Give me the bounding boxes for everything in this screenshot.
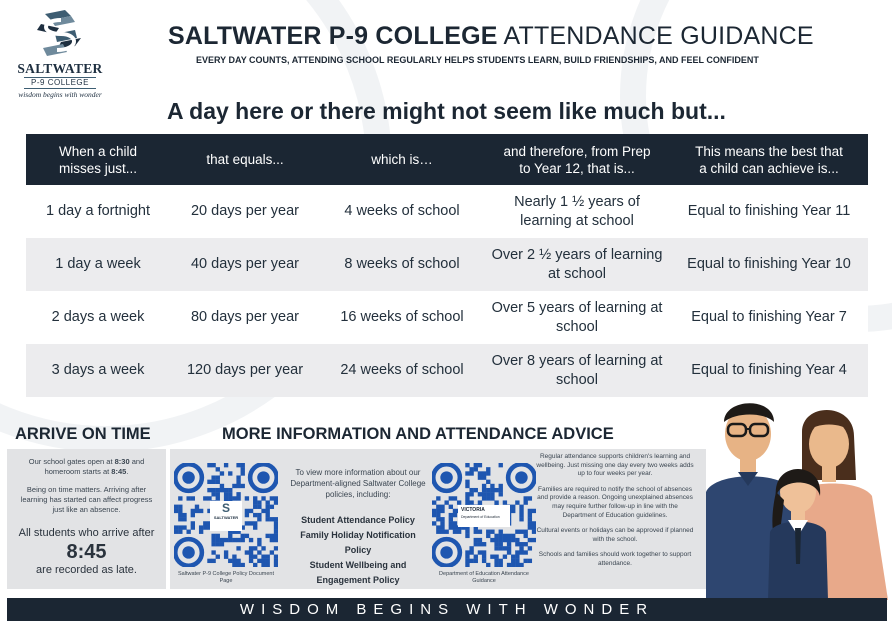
info-panel [170, 449, 706, 589]
qr-finder-dot [515, 471, 527, 483]
policy-info [287, 467, 429, 588]
logo-tagline: wisdom begins with wonder [18, 90, 102, 99]
table-cell: Over 8 years of learning at school [484, 344, 670, 397]
table-header-row [26, 134, 868, 185]
table-cell: 24 weeks of school [320, 344, 484, 397]
qr-logo-badge [210, 501, 242, 531]
policy-item: Engagement Policy [316, 575, 400, 585]
wave-s-logo-icon [31, 8, 89, 60]
school-logo [10, 8, 110, 99]
qr-finder-dot [182, 546, 194, 558]
qr-finder-dot [257, 471, 269, 483]
headline: A day here or there might not seem like much but... [167, 98, 726, 124]
table-cell: 4 weeks of school [320, 185, 484, 238]
column-header: and therefore, from Prep to Year 12, that is... [484, 134, 670, 185]
table-cell: 20 days per year [170, 185, 320, 238]
department-logo-text: Department of Education [461, 515, 500, 519]
page-title-rest: ATTENDANCE GUIDANCE [503, 22, 814, 50]
qr-finder-dot [440, 546, 452, 558]
advice-paragraph: Families are required to notify the school of absences and provide a reason. Ongoing unexplained absences may require further follow-up in line with the Department of Education guidelines. [537, 485, 693, 519]
table-cell: Nearly 1 ½ years of learning at school [484, 185, 670, 238]
on-time-text: Being on time matters. Arriving after learning has started can affect progress just like an absence. [20, 485, 153, 514]
advice-paragraph: Schools and families should work together to support attendance. [538, 551, 692, 567]
arrive-panel [7, 449, 166, 589]
victoria-logo-text: VICTORIA [461, 507, 485, 513]
table-cell: 8 weeks of school [320, 238, 484, 291]
table-cell: 80 days per year [170, 291, 320, 344]
column-header: which is… [320, 134, 484, 185]
qr-logo-text: SALTWATER [213, 515, 239, 520]
late-rule-text-end: are recorded as late. [36, 564, 137, 576]
table-cell: 3 days a week [26, 344, 170, 397]
arrive-title: ARRIVE ON TIME [15, 425, 151, 443]
footer-motto: WISDOM BEGINS WITH WONDER [7, 598, 887, 621]
page-title-bold: SALTWATER P-9 COLLEGE [168, 22, 498, 50]
table-cell: 120 days per year [170, 344, 320, 397]
page-title [168, 22, 814, 51]
table-cell: 16 weeks of school [320, 291, 484, 344]
family-illustration [706, 388, 888, 600]
qr-caption-department: Department of Education Attendance Guidance [439, 571, 529, 584]
table-row [26, 185, 868, 238]
late-rule-text: All students who arrive after [18, 527, 155, 539]
table-cell: 1 day a fortnight [26, 185, 170, 238]
table-cell: 2 days a week [26, 291, 170, 344]
logo-name: SALTWATER [17, 61, 103, 76]
table-cell: Equal to finishing Year 11 [670, 185, 868, 238]
gate-times-text: Our school gates open at 8:30 and homeroom starts at 8:45. [28, 457, 145, 476]
info-title: MORE INFORMATION AND ATTENDANCE ADVICE [222, 425, 614, 443]
page-subtitle: EVERY DAY COUNTS, ATTENDING SCHOOL REGULARLY HELPS STUDENTS LEARN, BUILD FRIENDSHIPS, AND FEEL CONFIDENT [196, 55, 759, 65]
table-cell: 40 days per year [170, 238, 320, 291]
attendance-advice [536, 453, 694, 576]
table-cell: Equal to finishing Year 4 [670, 344, 868, 397]
table-cell: Over 5 years of learning at school [484, 291, 670, 344]
column-header: that equals... [170, 134, 320, 185]
qr-logo-badge [458, 505, 510, 527]
late-time: 8:45 [66, 541, 107, 563]
table-cell: Over 2 ½ years of learning at school [484, 238, 670, 291]
policy-item: Student Attendance Policy [301, 515, 415, 525]
policy-item: Family Holiday Notification Policy [300, 530, 416, 555]
column-header: This means the best that a child can achieve is... [670, 134, 868, 185]
logo-subtitle: P-9 COLLEGE [24, 77, 96, 89]
advice-paragraph: Regular attendance supports children's learning and wellbeing. Just missing one day every two weeks adds up to four weeks per year. [536, 453, 694, 478]
wave-s-logo-icon: S [221, 501, 230, 515]
table-cell: Equal to finishing Year 7 [670, 291, 868, 344]
policy-intro: To view more information about our Department-aligned Saltwater College policies, including: [290, 468, 426, 499]
policy-item: Student Wellbeing and [309, 560, 407, 570]
qr-finder-dot [182, 471, 194, 483]
table-cell: 1 day a week [26, 238, 170, 291]
advice-paragraph: Cultural events or holidays can be approved if planned with the school. [536, 527, 694, 543]
qr-caption-policy: Saltwater P-9 College Policy Document Page [178, 571, 274, 584]
table-cell: Equal to finishing Year 10 [670, 238, 868, 291]
qr-finder-dot [440, 471, 452, 483]
table-row [26, 291, 868, 344]
attendance-table [26, 134, 868, 397]
table-row [26, 238, 868, 291]
column-header: When a child misses just... [26, 134, 170, 185]
